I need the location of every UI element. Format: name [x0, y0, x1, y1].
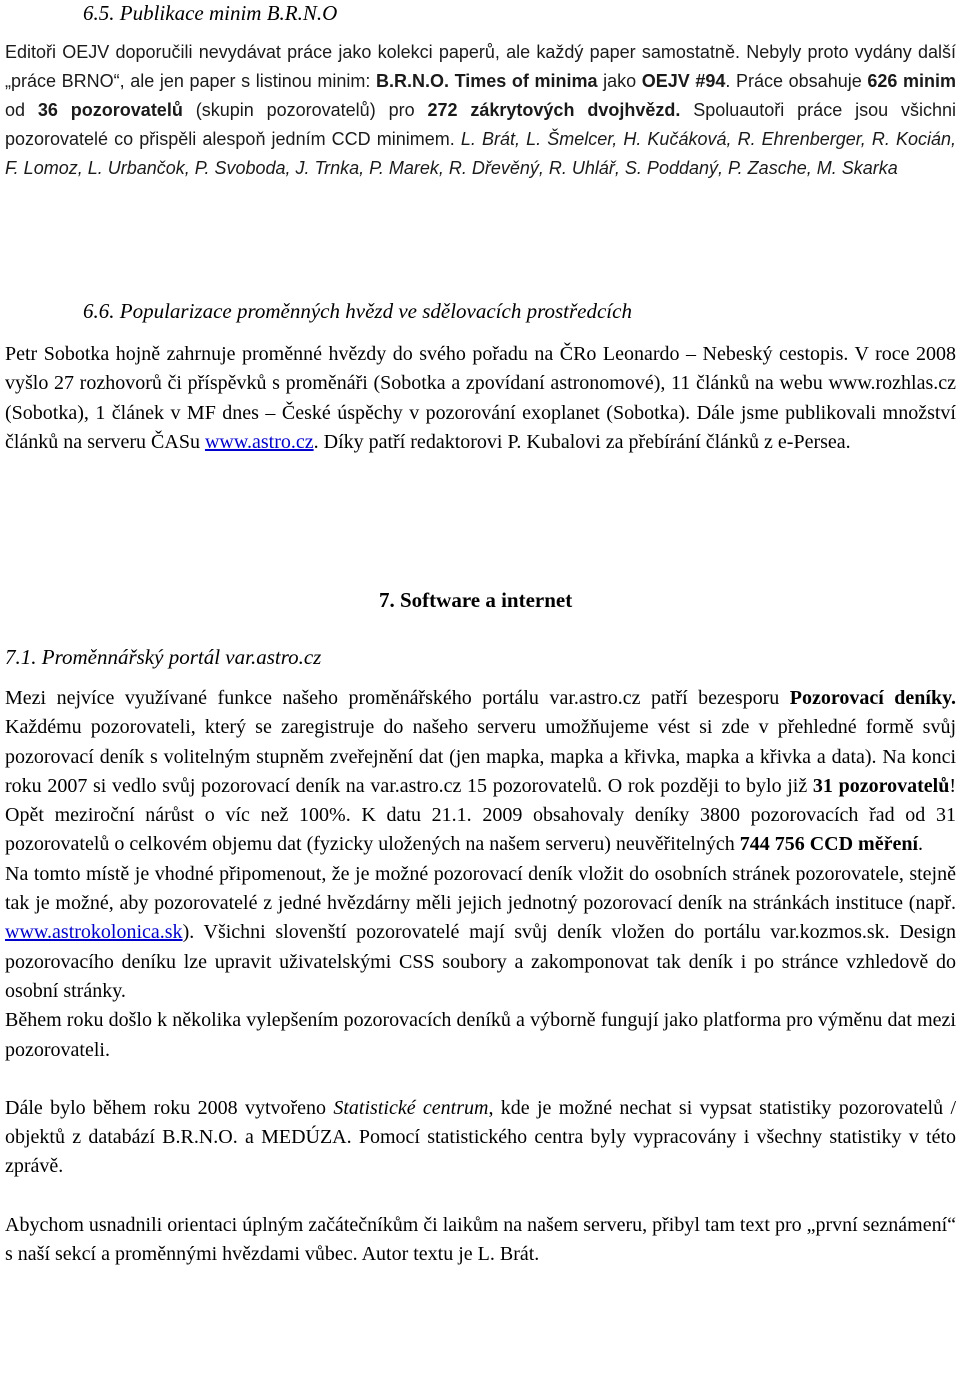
section-7-1-body [5, 684, 956, 1269]
p65-272-binaries: 272 zákrytových dvojhvězd. [427, 100, 681, 120]
paragraph-7-1-e: Abychom usnadnili orientaci úplným začátečníkům či laikům na našem serveru, přibyl tam text pro „první seznámení“ s naší sekcí a proměnnými hvězdami vůbec. Autor textu je L. Brát. [5, 1213, 956, 1266]
spacer [5, 1182, 956, 1211]
p65-text-c: jako [597, 71, 642, 91]
p71-text-e: ! Opět meziroční nárůst o víc než 100%. K datu 21.1. 2009 obsahovaly deníky 3800 pozorovacích řad od 31 pozorovatelů o celkovém objemu dat (fyzicky uložených na našem serveru) neuvěřitelných [5, 774, 956, 856]
paragraph-6-6 [5, 340, 956, 457]
p66-text-b: . Díky patří redaktorovi P. Kubalovi za přebírání článků z e-Persea. [313, 430, 851, 453]
paragraph-7-1-a [5, 684, 956, 860]
p71-observing-logs: Pozorovací deníky. [789, 687, 956, 709]
p65-author-names: L. Brát, L. Šmelcer, H. Kučáková, R. Ehrenberger, R. Kocián, F. Lomoz, L. Urbančok, P. Svoboda, J. Trnka, P. Marek, R. Dřevěný, R. Uhlář, S. Poddaný, P. Zasche, M. Skarka [5, 129, 956, 178]
paragraph-7-1-c: Během roku došlo k několika vylepšením pozorovacích deníků a výborně fungují jako platforma pro výměnu dat mezi pozorovateli. [5, 1009, 956, 1061]
p71-p4-text-c: , kde je možné nechat si vypsat statistiky pozorovatelů / objektů z databází B.R.N.O. a MEDÚZA. Pomocí statistického centra byly vypracovány i všechny statistiky v této zprávě. [5, 1096, 957, 1178]
heading-6-5: 6.5. Publikace minim B.R.N.O [83, 1, 338, 25]
section-7-1 [5, 644, 321, 671]
astro-cz-link[interactable]: www.astro.cz [204, 430, 314, 453]
p65-oejv94: OEJV #94 [641, 71, 726, 91]
p65-626-minim: 626 minim [867, 71, 956, 91]
p71-p4-text-a: Dále bylo během roku 2008 vytvořeno [5, 1096, 334, 1119]
p71-text-a: Mezi nejvíce využívané funkce našeho proměnářského portálu var.astro.cz patří bezesporu [5, 687, 790, 709]
spacer [5, 1065, 956, 1094]
section-6-5 [83, 0, 953, 27]
p71-p2-text-b: ). Všichni slovenští pozorovatelé mají svůj deník vložen do portálu var.kozmos.sk. Design pozorovacího deníku lze upravit uživatelskými CSS soubory a zakomponovat tak deník i po stránce vzhledově do osobní stránky. [5, 921, 956, 1002]
p65-text-e: . Práce obsahuje [725, 71, 868, 91]
p65-text-a: Editoři OEJV doporučili nevydávat práce jako kolekci paperů, ale každý paper samostatně. Nebyly proto vydány další „práce BRNO“, ale jen paper s listinou minim: [5, 42, 956, 91]
p71-31-observers: 31 pozorovatelů [812, 774, 950, 797]
p65-text-k: Spoluautoři práce jsou všichni pozorovatelé co přispěli alespoň jedním CCD minimem. [5, 100, 957, 149]
p65-brno-times: B.R.N.O. Times of minima [375, 71, 598, 91]
heading-6-6: 6.6. Popularizace proměnných hvězd ve sdělovacích prostředcích [83, 299, 632, 323]
p65-text-i: (skupin pozorovatelů) pro [182, 100, 428, 120]
p66-text-a: Petr Sobotka hojně zahrnuje proměnné hvězdy do svého pořadu na ČRo Leonardo – Nebeský cestopis. V roce 2008 vyšlo 27 rozhovorů či příspěvků s proměnáři (Sobotka a zpovídaní astronomové), 11 článků na webu www.rozhlas.cz (Sobotka), 1 článek v MF dnes – České úspěchy v pozorování exoplanet (Sobotka). Dále jsme publikovali množství článků na serveru ČASu [5, 343, 956, 453]
p71-ccd-count: 744 756 CCD měření [739, 833, 919, 856]
p71-p2-text-a: Na tomto místě je vhodné připomenout, že je možné pozorovací deník vložit do osobních stránek pozorovatele, stejně tak je možné, aby pozorovatelé z jedné hvězdárny měli jejich jednotný pozorovací deník na stránkách instituce (např. [5, 862, 956, 915]
p71-text-c: Každému pozorovateli, který se zaregistruje do našeho serveru umožňujeme vést si zde v přehledné formě svůj pozorovací deník s volitelným stupněm zveřejnění dat (jen mapka, mapka a křivka, mapka a křivka a data). Na konci roku 2007 si vedlo svůj pozorovací deník na var.astro.cz 15 pozorovatelů. O rok později to bylo již [5, 716, 956, 797]
heading-7-1: 7.1. Proměnnářský portál var.astro.cz [5, 645, 322, 669]
paragraph-7-1-b [5, 860, 956, 1006]
heading-7: 7. Software a internet [379, 588, 573, 612]
p65-36-observers: 36 pozorovatelů [37, 100, 183, 120]
section-6-6-body [5, 340, 956, 457]
section-6-5-body [5, 38, 956, 183]
astrokolonica-link[interactable]: www.astrokolonica.sk [5, 921, 183, 944]
section-7 [379, 586, 572, 614]
paragraph-6-5 [5, 38, 956, 183]
p65-text-g: od [5, 100, 38, 120]
p71-text-g: . [918, 833, 924, 856]
section-6-6 [83, 298, 953, 325]
p71-statistical-center: Statistické centrum [333, 1096, 489, 1119]
paragraph-7-1-d [5, 1094, 956, 1182]
